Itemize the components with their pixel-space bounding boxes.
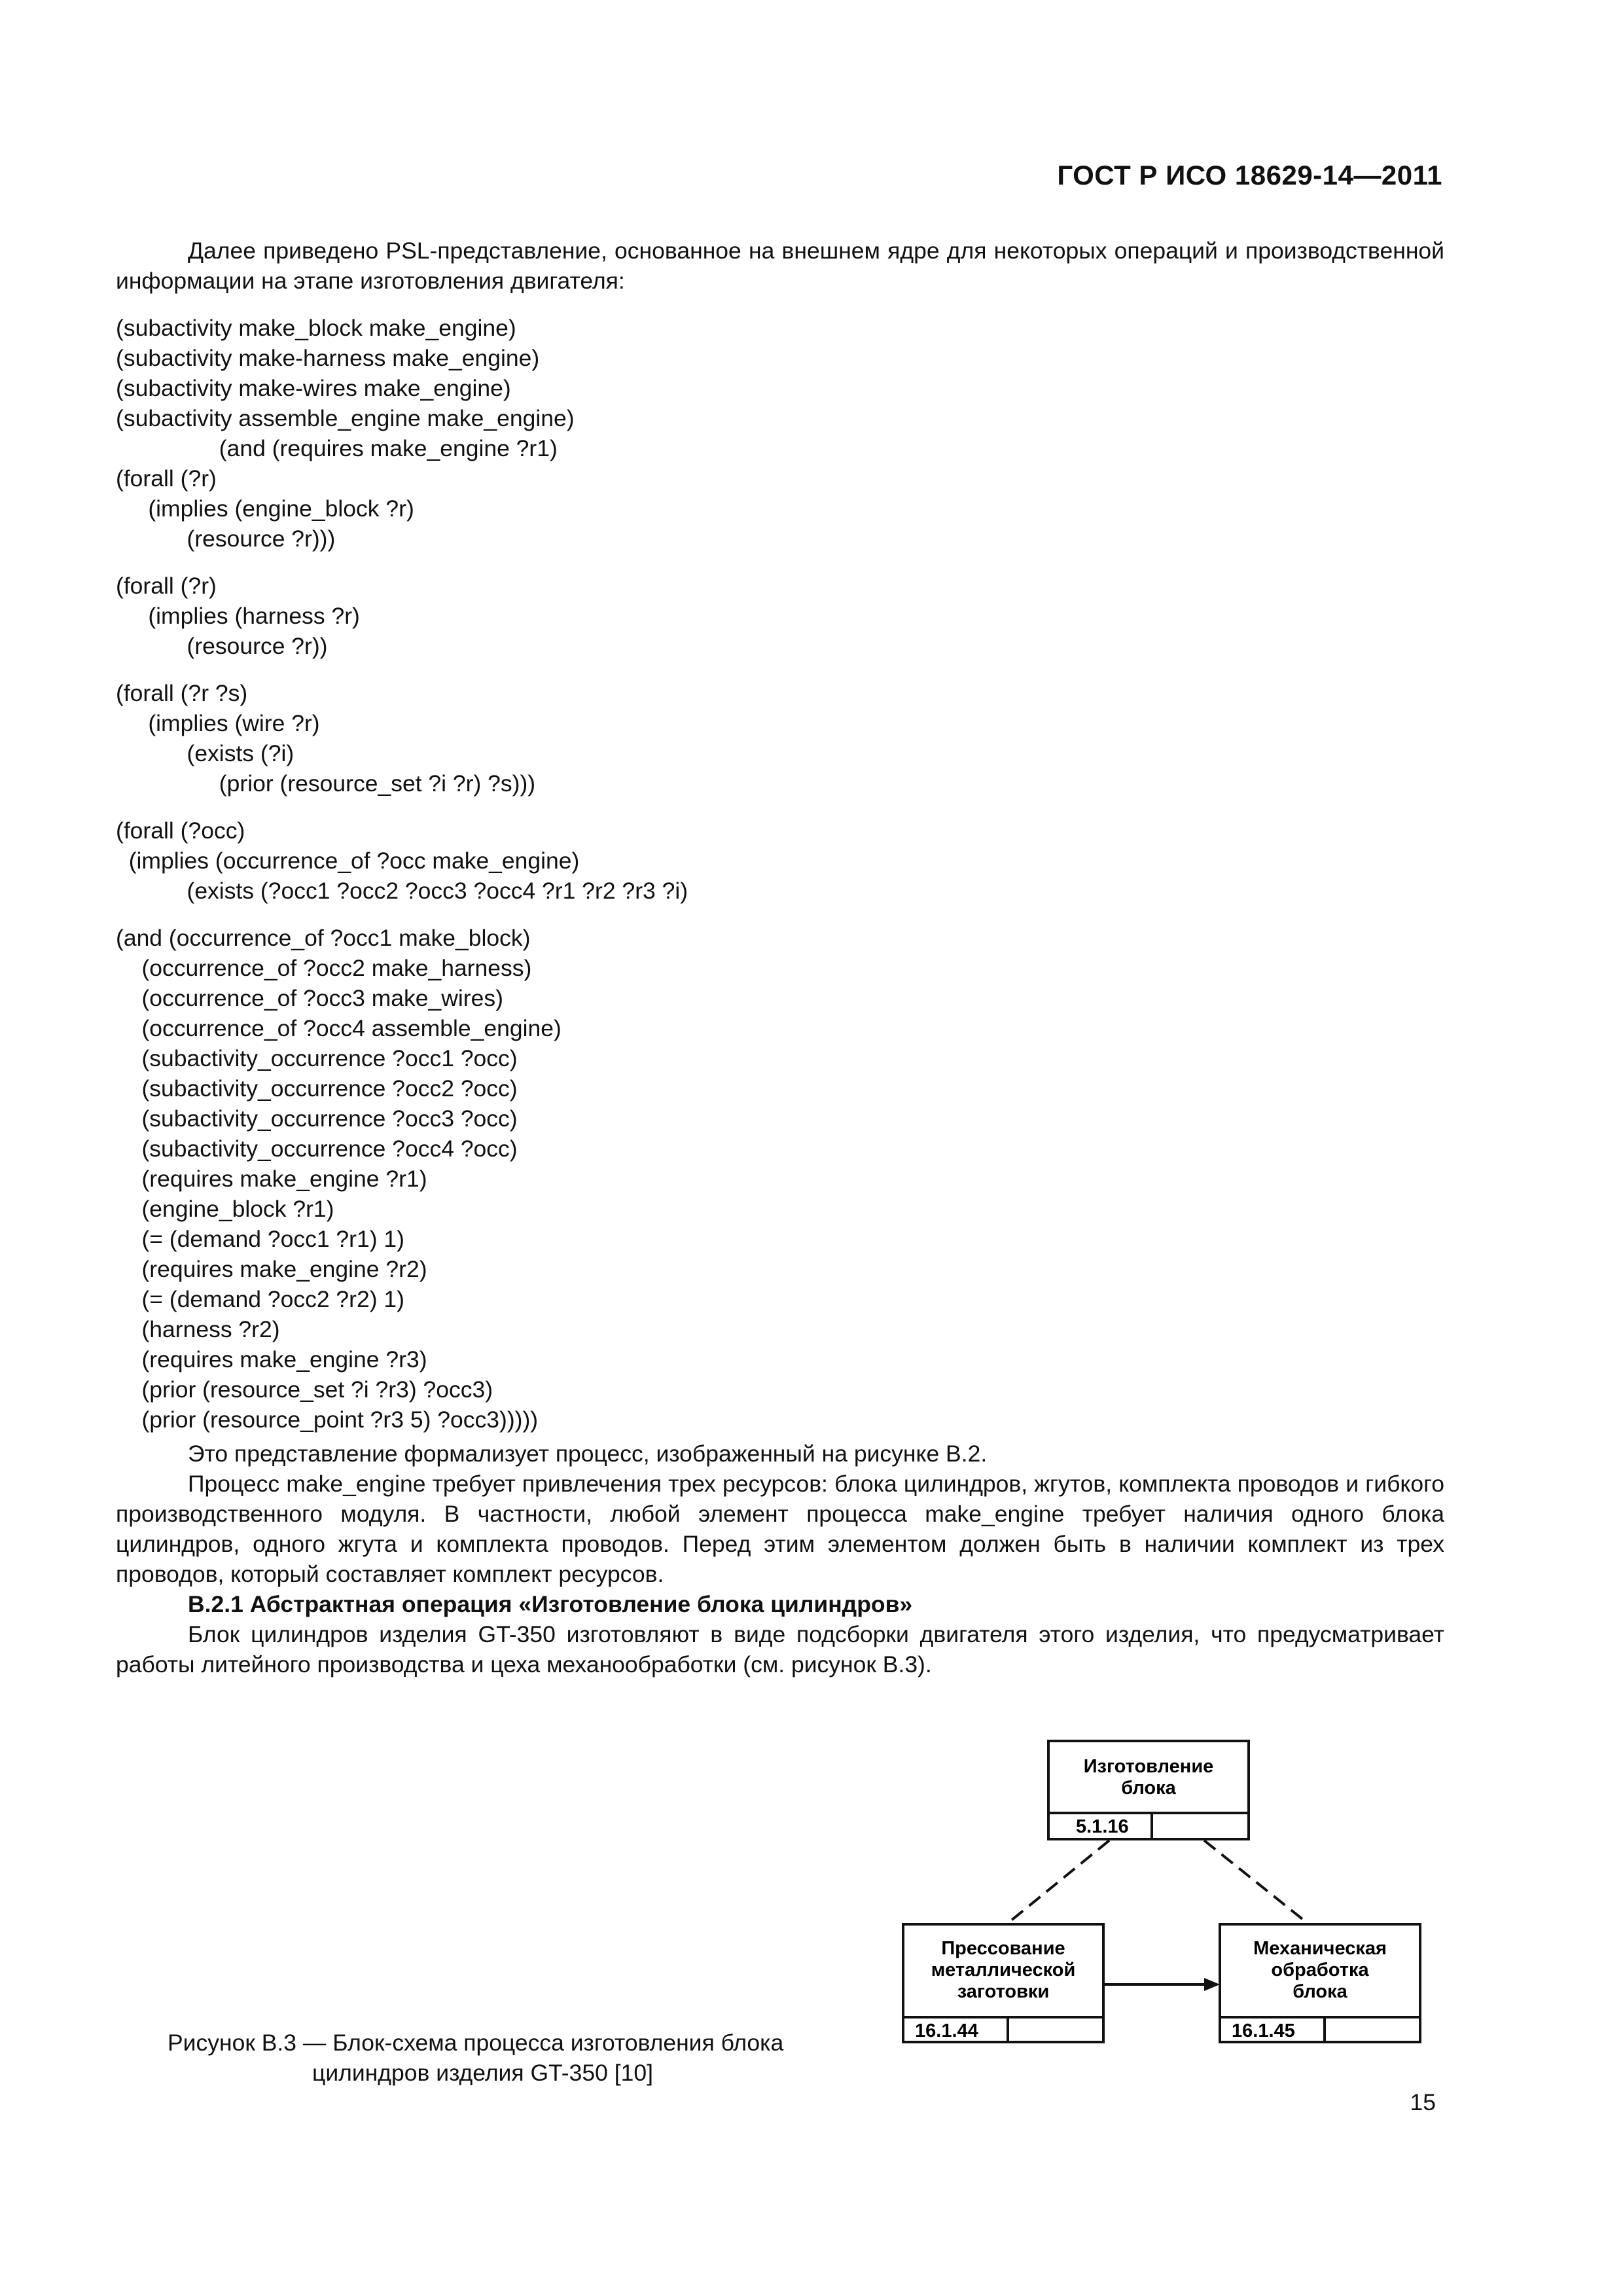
code-line: (prior (resource_point ?r3 5) ?occ3))))) [116, 1407, 539, 1433]
left-process-box [903, 1924, 1103, 2042]
paragraph-figure-reference: Это представление формализует процесс, изображенный на рисунке В.2. [188, 1441, 988, 1467]
left-box-code: 16.1.44 [915, 2020, 978, 2041]
code-line: (requires make_engine ?r3) [116, 1346, 427, 1372]
code-line: (subactivity_occurrence ?occ1 ?occ) [116, 1045, 518, 1071]
document-header: ГОСТ Р ИСО 18629-14—2011 [1057, 160, 1442, 190]
code-line: (forall (?r) [116, 573, 217, 599]
paragraph-make-engine: Процесс make_engine требует привлечения трех ресурсов: блока цилиндров, жгутов, комплекта проводов и гибкого производственного модуля. В частности, любой элемент процесса make_engine требует наличия одного блока цилиндров, одного жгута и комплекта проводов. Перед этим элементом должен быть в наличии комплект из трех проводов, который составляет комплект ресурсов. [116, 1471, 1444, 1587]
left-box-line2: металлической [931, 1960, 1076, 1981]
right-process-box [1220, 1924, 1420, 2042]
page-number: 15 [1410, 2089, 1436, 2115]
process-flow-diagram [897, 1715, 1440, 2081]
code-line: (= (demand ?occ2 ?r2) 1) [116, 1286, 404, 1312]
dashed-connector-left [1007, 1840, 1109, 1924]
right-box-code: 16.1.45 [1232, 2020, 1295, 2041]
code-line: (occurrence_of ?occ3 make_wires) [116, 985, 503, 1011]
code-line: (engine_block ?r1) [116, 1196, 334, 1222]
code-line: (subactivity make-wires make_engine) [116, 375, 511, 401]
code-line: (implies (occurrence_of ?occ make_engine) [116, 848, 580, 874]
figure-caption-line2: цилиндров изделия GT-350 [10] [312, 2060, 653, 2086]
code-line: (resource ?r)) [116, 633, 328, 659]
code-line: (prior (resource_set ?i ?r) ?s))) [116, 770, 536, 797]
code-line: (requires make_engine ?r1) [116, 1166, 427, 1192]
code-line: (exists (?occ1 ?occ2 ?occ3 ?occ4 ?r1 ?r2 ?r3 ?i) [116, 878, 688, 904]
code-line: (subactivity_occurrence ?occ2 ?occ) [116, 1075, 518, 1102]
flow-arrow-head [1204, 1978, 1220, 1991]
intro-paragraph-block [116, 236, 1444, 296]
code-line: (implies (engine_block ?r) [116, 495, 414, 522]
top-box-code: 5.1.16 [1076, 1816, 1129, 1837]
code-line: (subactivity assemble_engine make_engine) [116, 405, 575, 431]
code-line: (occurrence_of ?occ2 make_harness) [116, 955, 532, 981]
body-text-block [116, 1439, 1444, 1679]
left-box-line3: заготовки [957, 1981, 1050, 2002]
code-blank-line [116, 554, 688, 571]
top-box-line1: Изготовление [1083, 1756, 1214, 1777]
code-line: (exists (?i) [116, 740, 294, 766]
code-line: (occurrence_of ?occ4 assemble_engine) [116, 1015, 562, 1041]
dashed-connector-right [1204, 1840, 1309, 1924]
code-line: (forall (?occ) [116, 817, 245, 844]
code-line: (and (requires make_engine ?r1) [116, 435, 558, 461]
code-line: (prior (resource_set ?i ?r3) ?occ3) [116, 1376, 493, 1403]
left-box-line1: Прессование [941, 1938, 1065, 1959]
top-box-line2: блока [1121, 1778, 1176, 1799]
code-blank-line [116, 906, 688, 923]
right-box-line3: блока [1293, 1981, 1347, 2002]
top-process-box [1048, 1741, 1249, 1839]
right-box-line1: Механическая [1253, 1938, 1387, 1959]
code-line: (harness ?r2) [116, 1316, 280, 1342]
intro-paragraph: Далее приведено PSL-представление, основанное на внешнем ядре для некоторых операций и производственной информации на этапе изготовления двигателя: [116, 238, 1444, 294]
code-line: (forall (?r) [116, 465, 217, 492]
section-heading-b21: В.2.1 Абстрактная операция «Изготовление блока цилиндров» [188, 1591, 913, 1617]
code-line: (implies (wire ?r) [116, 710, 320, 736]
code-line: (resource ?r))) [116, 526, 336, 552]
code-line: (requires make_engine ?r2) [116, 1256, 427, 1282]
code-line: (subactivity_occurrence ?occ4 ?occ) [116, 1136, 518, 1162]
code-blank-line [116, 798, 688, 816]
code-line: (subactivity make_block make_engine) [116, 315, 516, 341]
paragraph-gt350-block: Блок цилиндров изделия GT-350 изготовляют в виде подсборки двигателя этого изделия, что предусматривает работы литейного производства и цеха механообработки (см. рисунок В.3). [116, 1621, 1444, 1677]
code-line: (and (occurrence_of ?occ1 make_block) [116, 925, 531, 951]
code-line: (= (demand ?occ1 ?r1) 1) [116, 1226, 404, 1252]
code-blank-line [116, 661, 688, 678]
code-line: (subactivity_occurrence ?occ3 ?occ) [116, 1105, 518, 1132]
figure-caption [168, 2028, 783, 2088]
code-line: (implies (harness ?r) [116, 603, 360, 629]
figure-caption-line1: Рисунок В.3 — Блок-схема процесса изготовления блока [168, 2030, 784, 2056]
psl-code-block [116, 313, 688, 1435]
code-line: (forall (?r ?s) [116, 680, 248, 706]
code-line: (subactivity make-harness make_engine) [116, 345, 540, 371]
right-box-line2: обработка [1271, 1960, 1369, 1981]
